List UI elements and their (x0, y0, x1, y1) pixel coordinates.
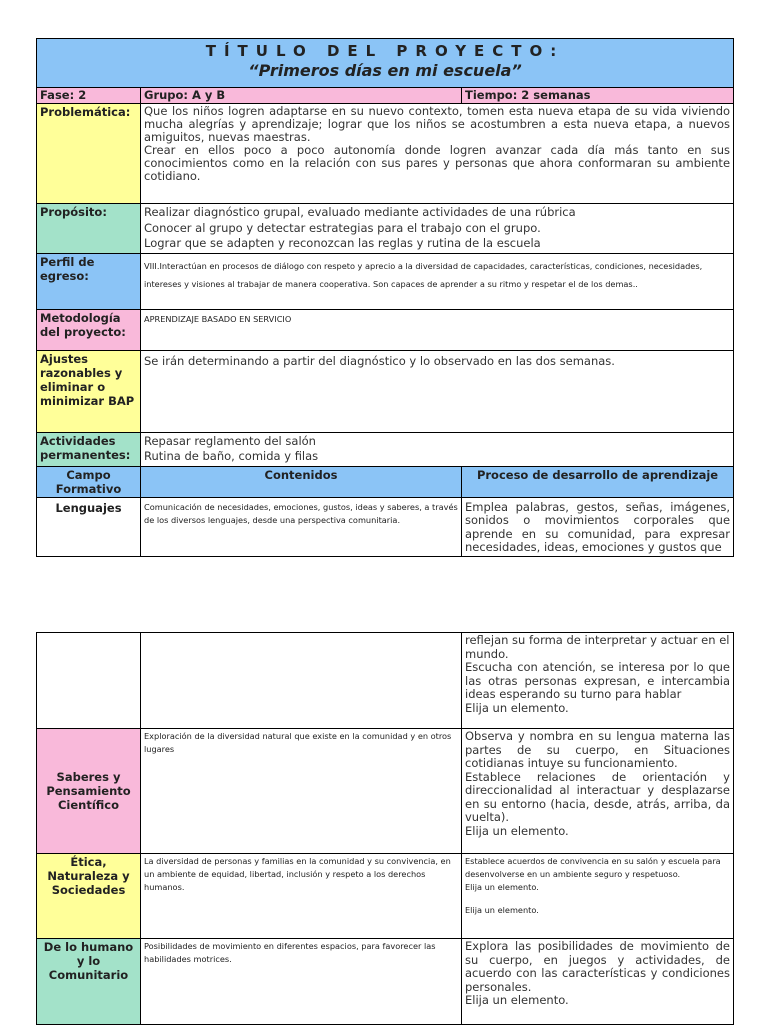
campo-etica: Ética, Naturaleza y Sociedades (37, 854, 141, 939)
col-contenidos-header: Contenidos (141, 466, 462, 497)
proposito-l1: Realizar diagnóstico grupal, evaluado mediante actividades de una rúbrica (144, 205, 576, 219)
metodologia-label: Metodología del proyecto: (37, 309, 141, 350)
perfil-label: Perfil de egreso: (37, 253, 141, 309)
proceso-etica-a: Establece acuerdos de convivencia en su salón y escuela para desenvolverse en un ambiente seguro y respetuoso. (465, 856, 721, 879)
proposito-label: Propósito: (37, 204, 141, 254)
contenido-lenguajes: Comunicación de necesidades, emociones, gustos, ideas y saberes, a través de los diversos lenguajes, desde una perspectiva comunitaria. (141, 497, 462, 556)
project-table (36, 38, 734, 557)
proposito-text (141, 204, 734, 254)
fase-cell: Fase: 2 (37, 88, 141, 104)
proceso-humano (462, 939, 734, 1025)
proceso-lenguajes-d[interactable]: Elija un elemento. (465, 700, 569, 715)
proceso-etica-c[interactable]: Elija un elemento. (465, 905, 539, 915)
campo-lenguajes: Lenguajes (37, 497, 141, 556)
proceso-humano-a: Explora las posibilidades de movimiento de su cuerpo, en juegos y actividades, de acuerdo con las características y condiciones personales. (465, 939, 730, 994)
grupo-cell: Grupo: A y B (141, 88, 462, 104)
proceso-humano-b[interactable]: Elija un elemento. (465, 993, 569, 1007)
contenido-etica: La diversidad de personas y familias en la comunidad y su convivencia, en un ambiente de equidad, libertad, inclusión y respeto a los derechos humanos. (141, 854, 462, 939)
campo-saberes: Saberes y Pensamiento Científico (37, 729, 141, 854)
problematica-p1: Que los niños logren adaptarse en su nuevo contexto, tomen esta nueva etapa de su vida viviendo mucha alegrías y aprendizaje; lograr que los niños se acostumbren a esta nueva etapa, a nuevos amiguitos, nuevas maestras. (144, 104, 731, 144)
contenido-lenguajes-cont (141, 633, 462, 729)
proceso-lenguajes-c: Escucha con atención, se interesa por lo que las otras personas expresan, e intercambia ideas esperando su turno para hablar (465, 660, 730, 701)
problematica-text (141, 104, 734, 204)
contenido-humano: Posibilidades de movimiento en diferentes espacios, para favorecer las habilidades motrices. (141, 939, 462, 1025)
tiempo-cell: Tiempo: 2 semanas (462, 88, 734, 104)
project-header (37, 39, 734, 88)
actividades-l2: Rutina de baño, comida y filas (144, 448, 319, 463)
actividades-label: Actividades permanentes: (37, 432, 141, 466)
title-label: TÍTULO DEL PROYECTO: (205, 42, 565, 60)
metodologia-text: APRENDIZAJE BASADO EN SERVICIO (141, 309, 734, 350)
proceso-saberes (462, 729, 734, 854)
actividades-l1: Repasar reglamento del salón (144, 433, 316, 448)
ajustes-text: Se irán determinando a partir del diagnóstico y lo observado en las dos semanas. (141, 350, 734, 432)
contenido-saberes: Exploración de la diversidad natural que existe en la comunidad y en otros lugares (141, 729, 462, 854)
perfil-text: VIII.Interactúan en procesos de diálogo con respeto y aprecio a la diversidad de capacidades, características, condiciones, necesidades, intereses y visiones al trabajar de manera cooperativa. Son capaces de aprender a su ritmo y respetar el de los demas.. (141, 253, 734, 309)
page-1 (36, 38, 733, 556)
proposito-l2: Conocer al grupo y detectar estrategias para el trabajo con el grupo. (144, 220, 541, 235)
proposito-l3: Lograr que se adapten y reconozcan las reglas y rutina de la escuela (144, 236, 541, 250)
proceso-lenguajes-b: reflejan su forma de interpretar y actuar en el mundo. (465, 633, 730, 661)
actividades-text (141, 432, 734, 466)
campos-table-continued (36, 632, 734, 1025)
proceso-etica (462, 854, 734, 939)
problematica-label: Problemática: (37, 104, 141, 204)
proceso-lenguajes-a: Emplea palabras, gestos, señas, imágenes, sonidos o movimientos corporales que aprende en su comunidad, para expresar necesidades, ideas, emociones y gustos que (462, 497, 734, 556)
campo-humano: De lo humano y lo Comunitario (37, 939, 141, 1025)
proceso-etica-b[interactable]: Elija un elemento. (465, 882, 539, 892)
campo-lenguajes-cont (37, 633, 141, 729)
col-proceso-header: Proceso de desarrollo de aprendizaje (462, 466, 734, 497)
page-2 (36, 632, 733, 1024)
proceso-saberes-a: Observa y nombra en su lengua materna las partes de su cuerpo, en Situaciones cotidianas intuye su funcionamiento. (465, 729, 730, 770)
ajustes-label: Ajustes razonables y eliminar o minimizar BAP (37, 350, 141, 432)
project-title: “Primeros días en mi escuela” (248, 61, 522, 80)
proceso-saberes-b: Establece relaciones de orientación y direccionalidad al interactuar y desplazarse en su entorno (hacia, desde, atrás, arriba, da vuelta). (465, 769, 730, 824)
proceso-lenguajes-cont (462, 633, 734, 729)
proceso-saberes-c[interactable]: Elija un elemento. (465, 823, 569, 838)
problematica-p2: Crear en ellos poco a poco autonomía donde logren avanzar cada día más tanto en sus conocimientos como en la relación con sus pares y personas que ahora conformaran su ambiente cotidiano. (144, 143, 731, 183)
col-campo-header: Campo Formativo (37, 466, 141, 497)
